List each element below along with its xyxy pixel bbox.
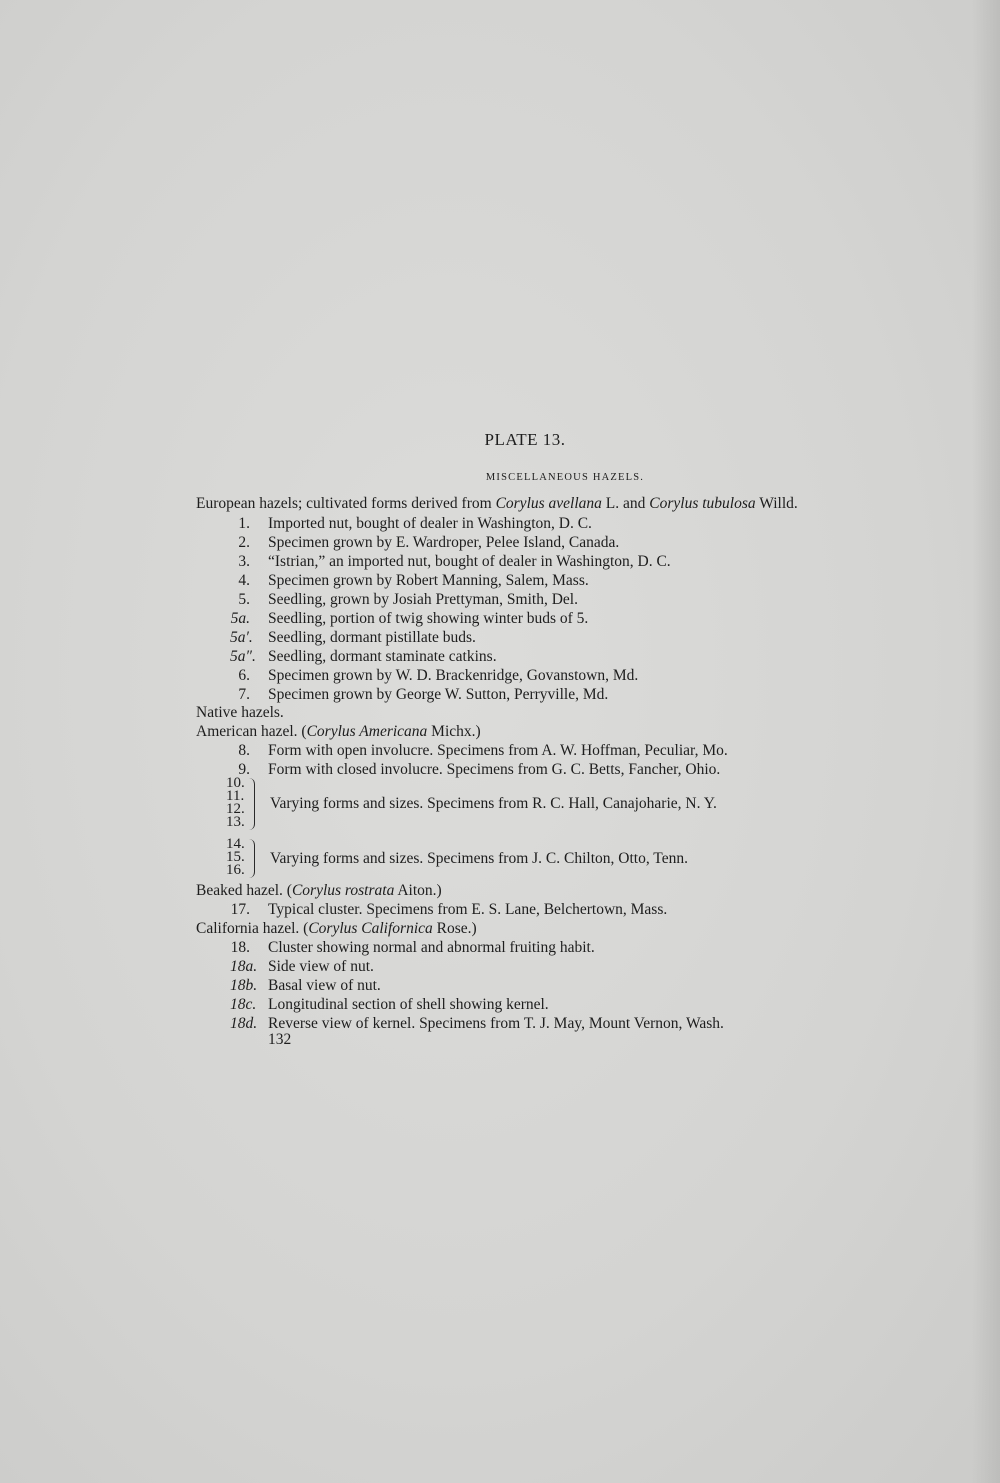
item-text: Specimen grown by W. D. Brackenridge, Govanstown, Md. <box>268 667 639 684</box>
item-number: 17. <box>230 901 250 918</box>
item-text: Seedling, dormant staminate catkins. <box>268 648 497 665</box>
item-number: 5a″. <box>230 648 256 665</box>
item-number: 1. <box>238 515 250 532</box>
list-item <box>230 629 930 647</box>
item-number: 7. <box>238 686 250 703</box>
plate-subtitle: MISCELLANEOUS HAZELS. <box>485 472 645 483</box>
item-number: 14. <box>226 836 245 852</box>
item-text: Form with closed involucre. Specimens from G. C. Betts, Fancher, Ohio. <box>268 761 721 778</box>
american-heading <box>196 723 481 741</box>
item-number: 4. <box>238 572 250 589</box>
european-mid: L. and <box>601 495 650 512</box>
list-item <box>230 977 930 995</box>
item-number: 18b. <box>230 977 258 994</box>
item-number: 5. <box>238 591 250 608</box>
item-text: Specimen grown by E. Wardroper, Pelee Island, Canada. <box>268 534 620 551</box>
item-text: Basal view of nut. <box>268 977 381 994</box>
page-number: 132 <box>268 1031 292 1048</box>
item-text: Specimen grown by George W. Sutton, Perryville, Md. <box>268 686 609 703</box>
list-item <box>230 534 930 552</box>
list-item <box>230 648 930 666</box>
item-number: 13. <box>226 814 245 830</box>
list-item <box>230 553 930 571</box>
european-pre: European hazels; cultivated forms derived from <box>196 495 496 512</box>
bracketed-numbers <box>226 777 245 829</box>
item-number: 5a. <box>230 610 250 627</box>
item-number: 18a. <box>230 958 258 975</box>
item-text: Seedling, dormant pistillate buds. <box>268 629 476 646</box>
item-number: 11. <box>226 788 245 804</box>
item-number: 18. <box>230 939 250 956</box>
item-text: Specimen grown by Robert Manning, Salem, Mass. <box>268 572 589 589</box>
item-number: 15. <box>226 849 245 865</box>
item-text: Side view of nut. <box>268 958 374 975</box>
item-number: 3. <box>238 553 250 570</box>
species-avellana: Corylus avellana <box>495 495 602 512</box>
list-item <box>230 939 930 957</box>
california-post: Rose.) <box>432 920 477 937</box>
curly-brace <box>248 839 255 878</box>
group-text: Varying forms and sizes. Specimens from J. C. Chilton, Otto, Tenn. <box>270 850 688 867</box>
species-rostrata: Corylus rostrata <box>291 882 395 899</box>
item-text: Cluster showing normal and abnormal fruiting habit. <box>268 939 595 956</box>
american-post: Michx.) <box>427 723 481 740</box>
list-item <box>230 958 930 976</box>
item-number: 2. <box>238 534 250 551</box>
beaked-pre: Beaked hazel. ( <box>196 882 292 899</box>
list-item <box>230 901 930 919</box>
american-pre: American hazel. ( <box>196 723 307 740</box>
list-item <box>230 1015 930 1033</box>
item-number: 9. <box>238 761 250 778</box>
group-text: Varying forms and sizes. Specimens from R. C. Hall, Canajoharie, N. Y. <box>270 795 717 812</box>
item-text: Typical cluster. Specimens from E. S. Lane, Belchertown, Mass. <box>268 901 668 918</box>
item-text: Imported nut, bought of dealer in Washington, D. C. <box>268 515 592 532</box>
item-text: Form with open involucre. Specimens from A. W. Hoffman, Peculiar, Mo. <box>268 742 728 759</box>
item-number: 6. <box>238 667 250 684</box>
california-pre: California hazel. ( <box>196 920 309 937</box>
item-number: 12. <box>226 801 245 817</box>
item-text: “Istrian,” an imported nut, bought of dealer in Washington, D. C. <box>268 553 671 570</box>
item-text: Reverse view of kernel. Specimens from T. J. May, Mount Vernon, Wash. <box>268 1015 724 1032</box>
page-edge-shadow <box>972 0 1000 1483</box>
list-item <box>230 591 930 609</box>
item-number: 16. <box>226 862 245 878</box>
bracketed-numbers <box>226 838 245 877</box>
item-text: Longitudinal section of shell showing kernel. <box>268 996 549 1013</box>
list-item <box>230 996 930 1014</box>
list-item <box>230 742 930 760</box>
item-number: 18d. <box>230 1015 258 1032</box>
species-tubulosa: Corylus tubulosa <box>649 495 756 512</box>
list-item <box>230 572 930 590</box>
list-item <box>230 610 930 628</box>
list-item <box>230 761 930 779</box>
item-number: 10. <box>226 775 245 791</box>
item-text: Seedling, grown by Josiah Prettyman, Smith, Del. <box>268 591 578 608</box>
item-text: Seedling, portion of twig showing winter buds of 5. <box>268 610 589 627</box>
item-number: 18c. <box>230 996 257 1013</box>
list-item <box>230 686 930 704</box>
european-heading <box>196 495 798 513</box>
item-number: 8. <box>238 742 250 759</box>
list-item <box>230 667 930 685</box>
beaked-heading <box>196 882 442 900</box>
species-californica: Corylus Californica <box>308 920 433 937</box>
beaked-post: Aiton.) <box>394 882 442 899</box>
plate-title: PLATE 13. <box>484 430 566 449</box>
curly-brace <box>248 778 255 830</box>
species-americana: Corylus Americana <box>306 723 428 740</box>
european-post: Willd. <box>755 495 798 512</box>
california-heading <box>196 920 477 938</box>
item-number: 5a′. <box>230 629 253 646</box>
native-heading: Native hazels. <box>196 704 284 721</box>
list-item <box>230 515 930 533</box>
